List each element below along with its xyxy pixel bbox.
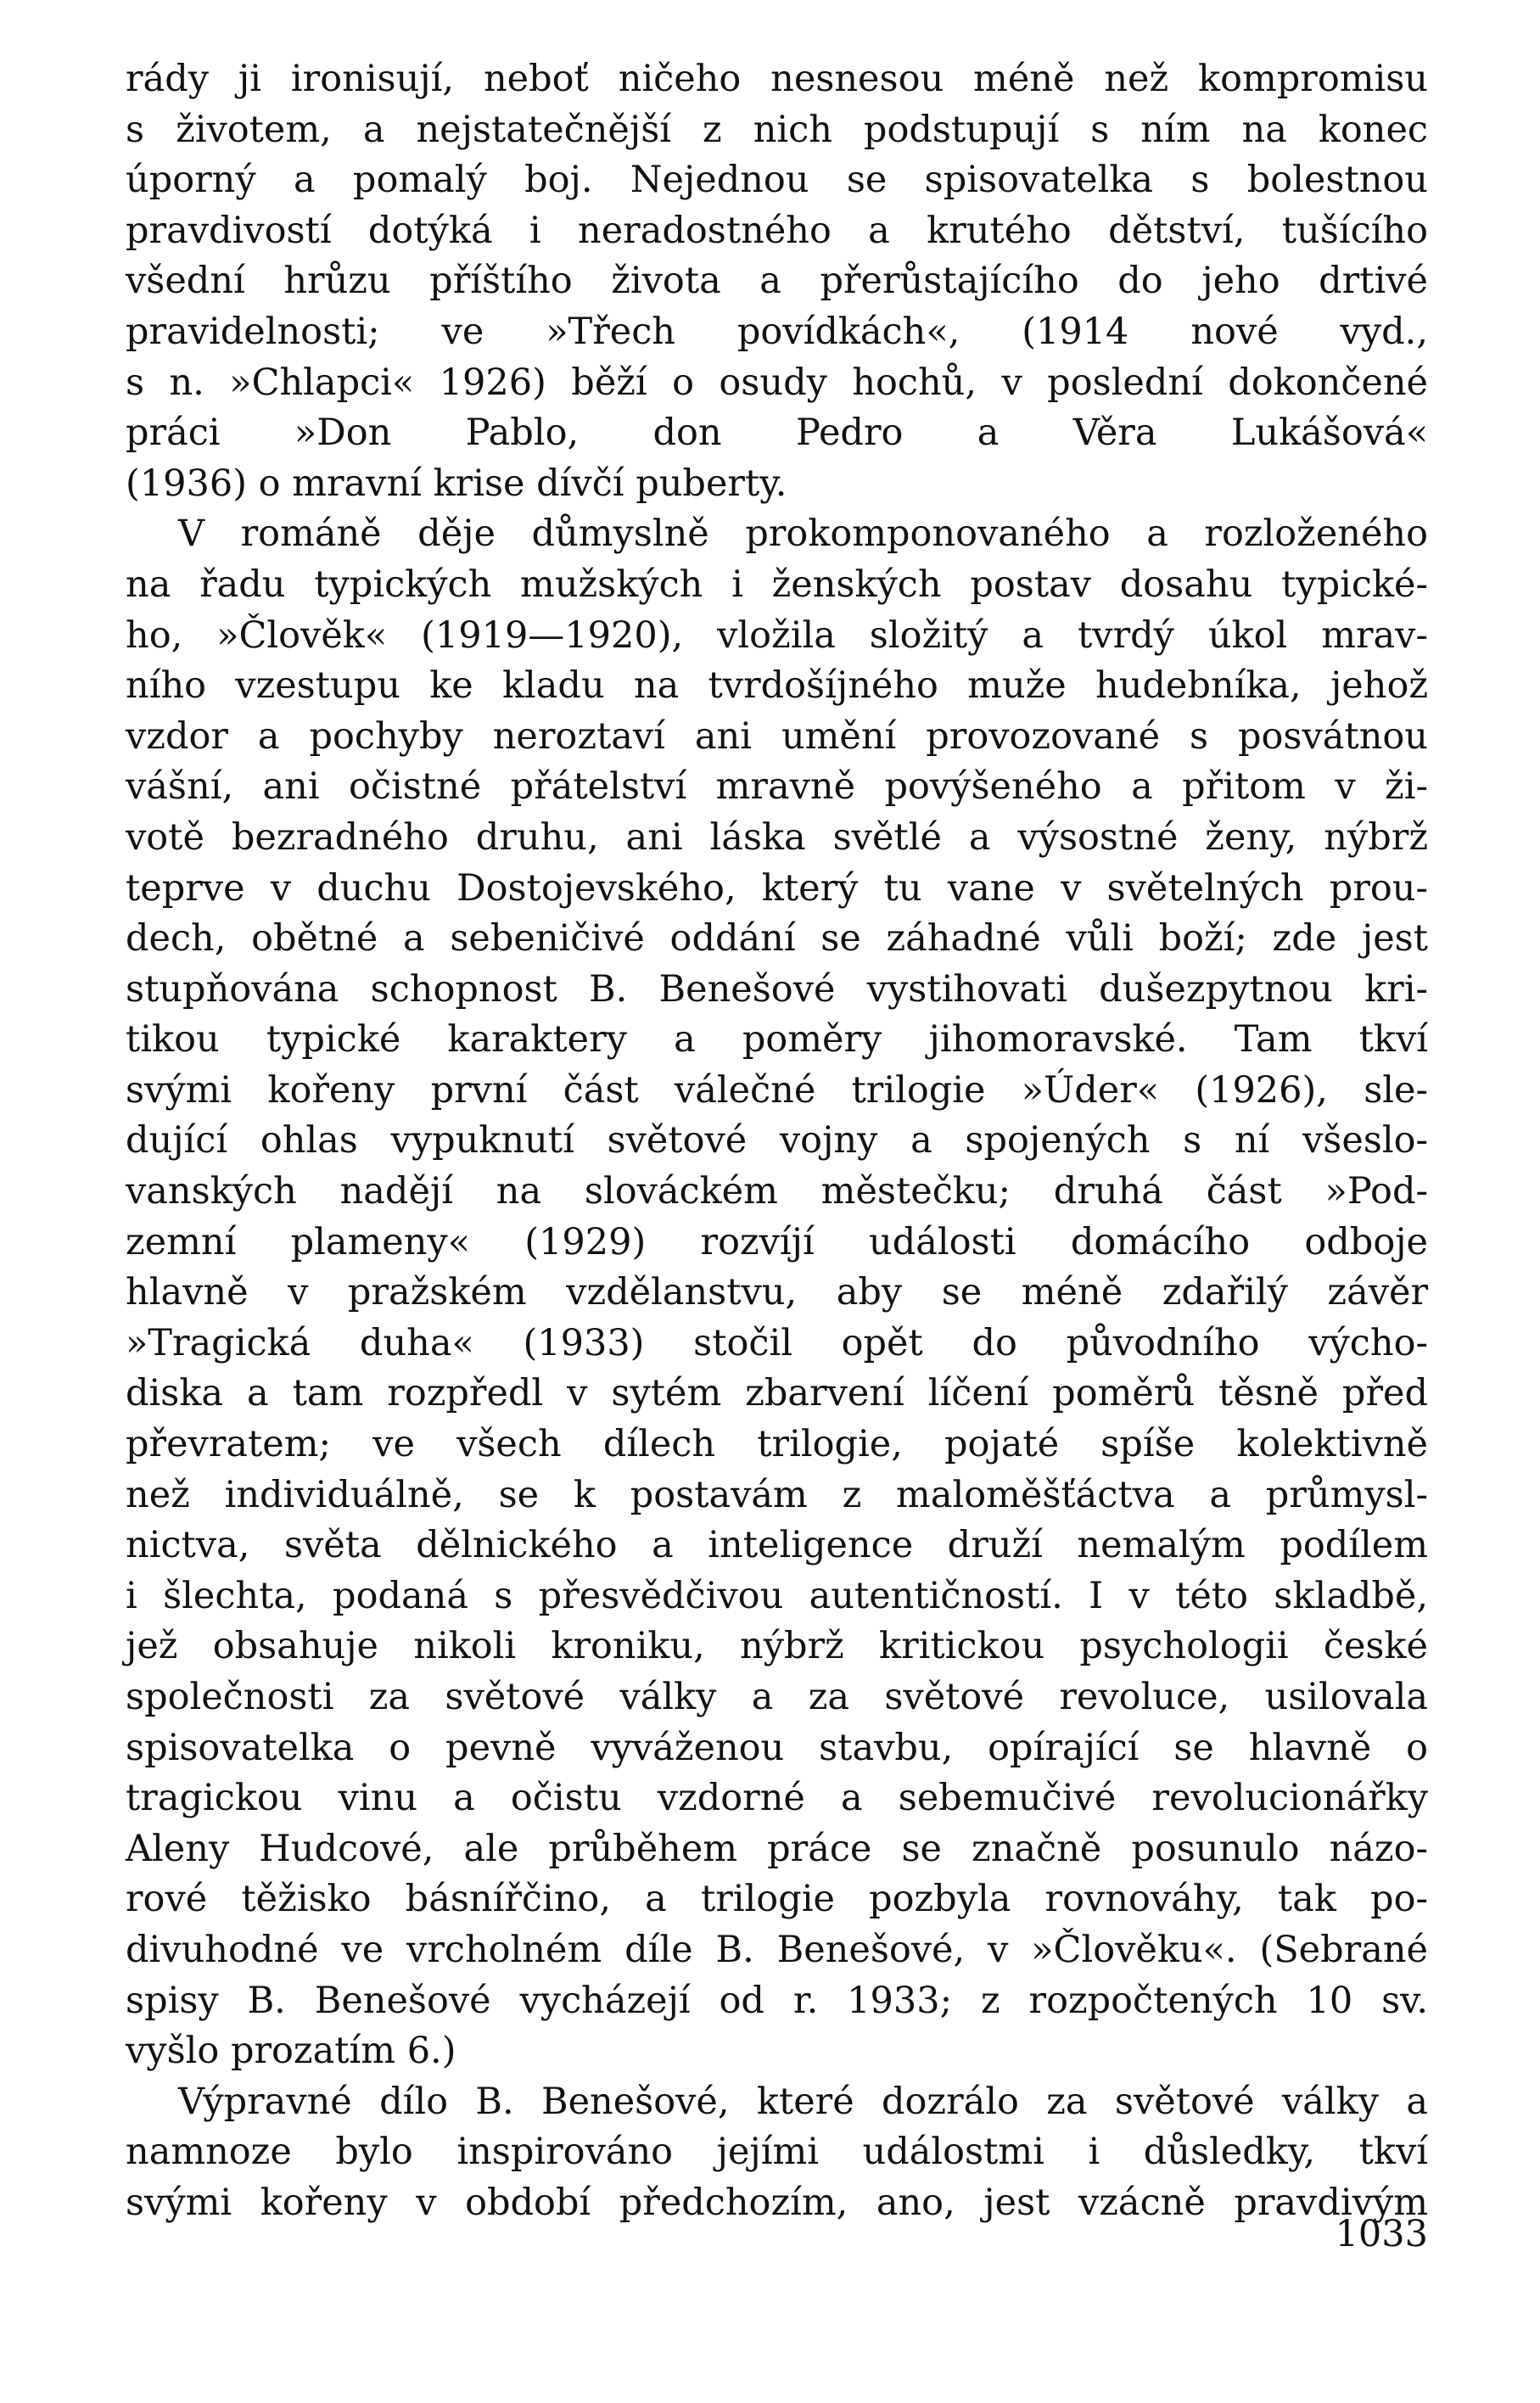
text-line: teprve v duchu Dostojevského, který tu vane v světelných prou- bbox=[126, 866, 1428, 910]
paragraph-1 bbox=[126, 54, 1428, 509]
text-line: dující ohlas vypuknutí světové vojny a spojených s ní všeslo- bbox=[126, 1119, 1428, 1162]
text-line: práci »Don Pablo, don Pedro a Věra Lukášová« bbox=[126, 412, 1428, 455]
text-line: rády ji ironisují, neboť ničeho nesnesou méně než kompromisu bbox=[126, 58, 1428, 100]
text-line: nictva, světa dělnického a inteligence druží nemalým podílem bbox=[126, 1524, 1428, 1567]
text-line: převratem; ve všech dílech trilogie, pojaté spíše kolektivně bbox=[126, 1423, 1428, 1466]
text-line: tragickou vinu a očistu vzdorné a sebemučivé revolucionářky bbox=[126, 1777, 1428, 1820]
text-line: votě bezradného druhu, ani láska světlé a výsostné ženy, nýbrž bbox=[126, 815, 1428, 859]
text-line: svými kořeny v období předchozím, ano, jest vzácně pravdivým bbox=[126, 2181, 1428, 2224]
text-line: (1936) o mravní krise dívčí puberty. bbox=[126, 462, 787, 505]
text-line: ního vzestupu ke kladu na tvrdošíjného muže hudebníka, jehož bbox=[126, 664, 1428, 708]
text-line: ho, »Člověk« (1919—1920), vložila složitý a tvrdý úkol mrav- bbox=[126, 613, 1428, 657]
text-line: namnoze bylo inspirováno jejími událostmi i důsledky, tkví bbox=[126, 2131, 1428, 2174]
text-line: V románě děje důmyslně prokomponovaného a rozloženého bbox=[178, 513, 1428, 556]
text-line: s n. »Chlapci« 1926) běží o osudy hochů, v poslední dokončené bbox=[126, 361, 1428, 404]
text-line: spisovatelka o pevně vyváženou stavbu, opírající se hlavně o bbox=[126, 1726, 1428, 1769]
paragraph-2 bbox=[126, 509, 1428, 2076]
text-line: vanských nadějí na slováckém městečku; druhá část »Pod- bbox=[126, 1170, 1428, 1213]
text-line: hlavně v pražském vzdělanstvu, aby se méně zdařilý závěr bbox=[126, 1271, 1428, 1314]
text-line: vyšlo prozatím 6.) bbox=[126, 2030, 456, 2073]
text-line: diska a tam rozpředl v sytém zbarvení líčení poměrů těsně před bbox=[126, 1372, 1428, 1415]
text-line: Výpravné dílo B. Benešové, které dozrálo za světové války a bbox=[178, 2080, 1428, 2123]
text-line: dech, obětné a sebeničivé oddání se záhadné vůli boží; zde jest bbox=[126, 917, 1428, 961]
book-page bbox=[126, 54, 1428, 2379]
text-line: pravdivostí dotýká i neradostného a krutého dětství, tušícího bbox=[126, 209, 1428, 252]
text-line: stupňována schopnost B. Benešové vystihovati dušezpytnou kri- bbox=[126, 967, 1428, 1011]
text-line: rové těžisko básnířčino, a trilogie pozbyla rovnováhy, tak po- bbox=[126, 1878, 1428, 1921]
text-line: divuhodné ve vrcholném díle B. Benešové, v »Člověku«. (Sebrané bbox=[126, 1928, 1428, 1971]
text-line: tikou typické karaktery a poměry jihomoravské. Tam tkví bbox=[126, 1018, 1428, 1061]
text-line: úporný a pomalý boj. Nejednou se spisovatelka s bolestnou bbox=[126, 159, 1428, 202]
text-line: jež obsahuje nikoli kroniku, nýbrž kritickou psychologii české bbox=[126, 1625, 1428, 1668]
text-line: vzdor a pochyby neroztaví ani umění provozované s posvátnou bbox=[126, 714, 1428, 758]
text-line: společnosti za světové války a za světové revoluce, usilovala bbox=[126, 1676, 1428, 1718]
text-line: spisy B. Benešové vycházejí od r. 1933; z rozpočtených 10 sv. bbox=[126, 1979, 1428, 2022]
text-line: Aleny Hudcové, ale průběhem práce se značně posunulo názo- bbox=[126, 1827, 1428, 1870]
text-line: pravidelnosti; ve »Třech povídkách«, (1914 nové vyd., bbox=[126, 310, 1428, 353]
text-line: vášní, ani očistné přátelství mravně povýšeného a přitom v ži- bbox=[126, 765, 1428, 809]
text-line: svými kořeny první část válečné trilogie »Úder« (1926), sle- bbox=[126, 1068, 1428, 1112]
text-line: s životem, a nejstatečnější z nich podstupují s ním na konec bbox=[126, 108, 1428, 151]
text-line: než individuálně, se k postavám z maloměšťáctva a průmysl- bbox=[126, 1473, 1428, 1516]
text-line: na řadu typických mužských i ženských postav dosahu typické- bbox=[126, 563, 1428, 606]
text-line: zemní plameny« (1929) rozvíjí události domácího odboje bbox=[126, 1220, 1428, 1263]
paragraph-3 bbox=[126, 2077, 1428, 2229]
page-number: 1033 bbox=[1335, 2213, 1428, 2255]
text-line: »Tragická duha« (1933) stočil opět do původního výcho- bbox=[126, 1321, 1428, 1364]
text-line: i šlechta, podaná s přesvědčivou autentičností. I v této skladbě, bbox=[126, 1574, 1428, 1617]
text-line: všední hrůzu příštího života a přerůstajícího do jeho drtivé bbox=[126, 260, 1428, 303]
